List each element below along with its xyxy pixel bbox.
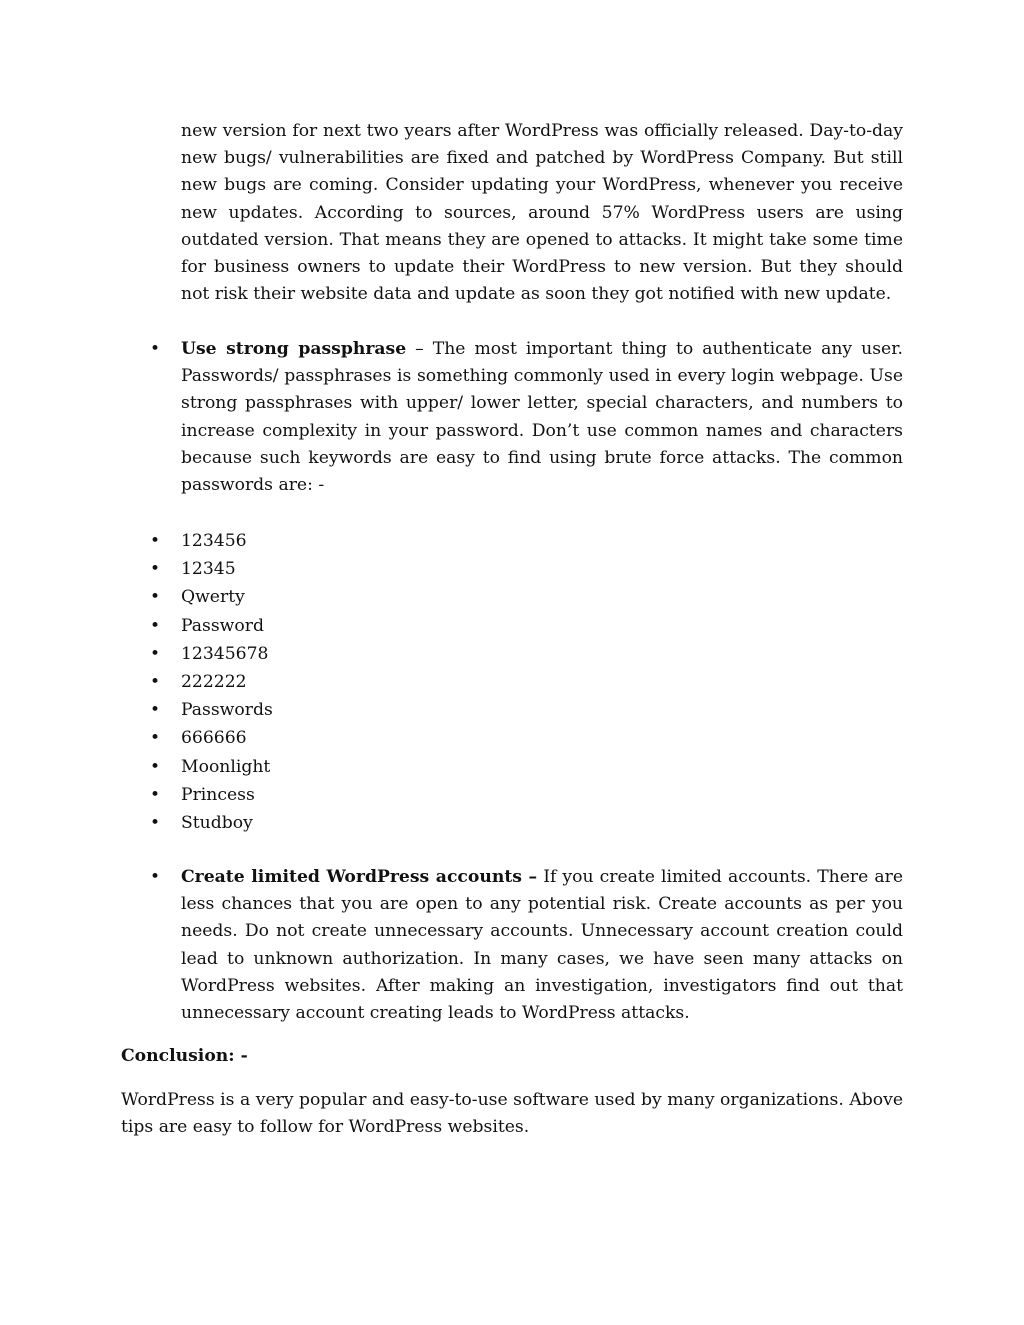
intro-paragraph: new version for next two years after WordPress was officially released. Day-to-day new bugs/ vulnerabilities are fixed and patched by WordPress Company. But still new bugs are coming. Consider updating your WordPress, whenever you receive new updates. According to sources, around 57% WordPress users are using outdated version. That means they are opened to attacks. It might take some time for business owners to update their WordPress to new version. But they should not risk their website data and update as soon they got notified with new update. bbox=[181, 121, 903, 305]
bullet-dot-icon: • bbox=[150, 867, 161, 887]
bullet-dot-icon: • bbox=[150, 339, 161, 359]
password-text: 12345 bbox=[181, 559, 236, 580]
conclusion-paragraph: WordPress is a very popular and easy-to-use software used by many organizations. Above tips are easy to follow for WordPress websites. bbox=[121, 1090, 903, 1138]
tip-title: Create limited WordPress accounts – bbox=[181, 867, 538, 887]
bullet-dot-icon: • bbox=[150, 643, 161, 664]
tip-paragraph bbox=[181, 336, 903, 499]
bullet-dot-icon: • bbox=[150, 671, 161, 692]
tip-body: If you create limited accounts. There are less chances that you are open to any potential risk. Create accounts as per you needs. Do not create unnecessary accounts. Unnecessary account creation could lead to unknown authorization. In many cases, we have seen many attacks on WordPress websites. After making an investigation, investigators find out that unnecessary account creating leads to WordPress attacks. bbox=[181, 867, 903, 1024]
password-text: Passwords bbox=[181, 700, 273, 721]
password-text: Qwerty bbox=[181, 587, 245, 608]
tip-paragraph bbox=[181, 864, 903, 1027]
tip-strong-passphrase bbox=[150, 336, 903, 499]
password-text: 123456 bbox=[181, 531, 247, 551]
password-text: Princess bbox=[181, 784, 255, 805]
password-text: Moonlight bbox=[181, 756, 271, 777]
bullet-dot-icon: • bbox=[150, 812, 161, 833]
password-text: 222222 bbox=[181, 671, 247, 692]
password-text: Studboy bbox=[181, 812, 253, 833]
tip-limited-accounts bbox=[150, 864, 903, 1027]
bullet-dot-icon: • bbox=[150, 784, 161, 805]
tip-title: Use strong passphrase bbox=[181, 339, 407, 359]
bullet-dot-icon: • bbox=[150, 756, 161, 777]
password-text: 666666 bbox=[181, 728, 247, 749]
password-text: Password bbox=[181, 615, 264, 636]
bullet-dot-icon: • bbox=[150, 728, 161, 749]
tip-body: – The most important thing to authenticate any user. Passwords/ passphrases is something commonly used in every login webpage. Use strong passphrases with upper/ lower letter, special characters, and numbers to increase complexity in your password. Don’t use common names and characters because such keywords are easy to find using brute force attacks. The common passwords are: - bbox=[181, 339, 904, 496]
bullet-dot-icon: • bbox=[150, 587, 161, 608]
bullet-dot-icon: • bbox=[150, 559, 161, 580]
bullet-dot-icon: • bbox=[150, 531, 161, 551]
bullet-dot-icon: • bbox=[150, 615, 161, 636]
bullet-dot-icon: • bbox=[150, 700, 161, 721]
password-text: 12345678 bbox=[181, 643, 269, 664]
conclusion-heading: Conclusion: - bbox=[121, 1046, 248, 1066]
